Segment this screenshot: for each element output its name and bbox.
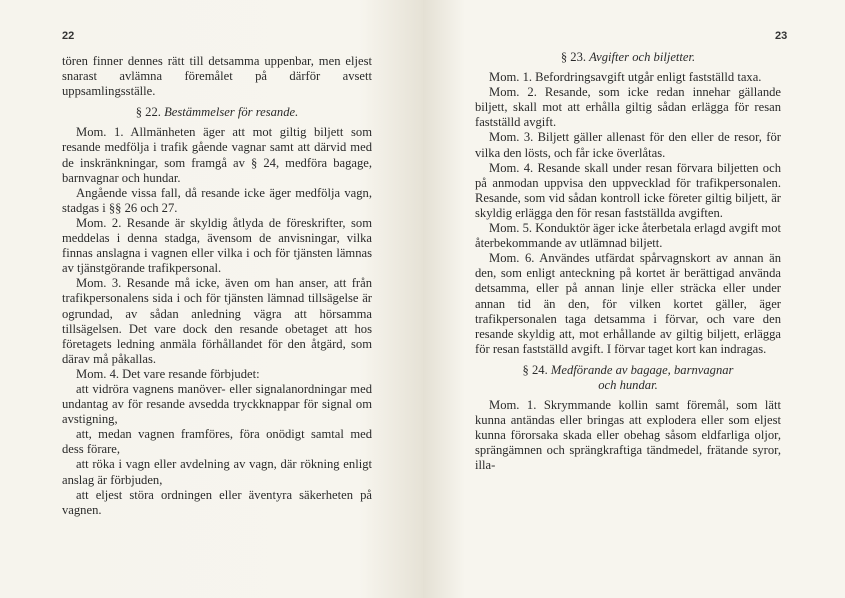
mom4-item: att eljest störa ordningen eller äventyra säkerheten på vagnen. xyxy=(62,487,372,517)
mom4-item: att röka i vagn eller avdelning av vagn, där rökning enligt anslag är förbjuden, xyxy=(62,457,372,487)
section-22-number: § 22. xyxy=(135,105,161,120)
section-23-mom6: Mom. 6. Användes utfärdat spårvagnskort av annan än den, som enligt anteckning på kortet är berättigad använda detsamma, eller på annan linje eller sträcka eller under annan tid än den, för vilken kortet gäller, äger trafikpersonalen taga detsamma i förvar, och vare den resande skyldig att, mot erhållande av giltig biljett, erlägga för resan fastställd avgift. I förvar taget kort kan indragas. xyxy=(475,251,781,356)
section-23-mom1: Mom. 1. Befordringsavgift utgår enligt fastställd taxa. xyxy=(489,70,762,85)
section-22-mom4: Mom. 4. Det vare resande förbjudet: xyxy=(76,366,260,381)
section-23-heading xyxy=(475,50,781,65)
section-23-title: Avgifter och biljetter. xyxy=(589,50,696,64)
section-22-mom3: Mom. 3. Resande må icke, även om han anser, att från trafikpersonalens sida i och för tjänsten lämnad tillsägelse är ogrundad, av sådan anledning vägra att hörsamma tillsägelsen. Det vare dock den resande obetaget att hos företagets ledning anmäla förhållandet för den åtgärd, som därav må påkallas. xyxy=(62,276,372,366)
section-23-number: § 23. xyxy=(560,50,587,64)
section-24-mom1: Mom. 1. Skrymmande kollin samt föremål, som lätt kunna antändas eller bringas att explodera eller som eljest kunna förorsaka skada eller obehag såsom eldfarliga oljor, sprängämnen och sprängkraftiga tändmedel, frätande syror, illa- xyxy=(475,398,781,473)
page-number-right: 23 xyxy=(775,30,788,42)
section-22-mom1: Mom. 1. Allmänheten äger att mot giltig biljett som resande medfölja i trafik gående vagnar samt att därvid med de inskränkningar, som framgå av § 24, medföra bagage, barnvagnar och hundar. xyxy=(62,125,372,185)
mom4-item: att, medan vagnen framföres, föra onödigt samtal med dess förare, xyxy=(62,427,372,457)
section-23-mom2: Mom. 2. Resande, som icke redan innehar gällande biljett, skall mot att erhålla giltig sådan erlägga för resan fastställd avgift. xyxy=(475,85,781,130)
intro-paragraph: tören finner dennes rätt till detsamma uppenbar, men eljest snarast avlämna föremålet på därför avsett uppsamlingsställe. xyxy=(62,54,372,99)
section-23-mom5: Mom. 5. Konduktör äger icke återbetala erlagd avgift mot återbekommande av utlämnad biljett. xyxy=(475,221,781,251)
mom4-item: att vidröra vagnens manöver- eller signalanordningar med undantag av för resande avsedda tryckknappar för signal om avstigning, xyxy=(62,381,372,427)
left-page-text xyxy=(62,54,372,518)
section-22-mom1-note: Angående vissa fall, då resande icke äger medfölja vagn, stadgas i §§ 26 och 27. xyxy=(62,185,372,215)
section-22-title: Bestämmelser för resande. xyxy=(164,105,299,120)
section-22-heading xyxy=(62,105,372,120)
section-23-mom4: Mom. 4. Resande skall under resan förvara biljetten och på anmodan uppvisa den uppvecklad för trafikpersonalen. Resande, som vid sådan kontroll icke företer giltig biljett, är skyldig erlägga den för resan fastställda avgiften. xyxy=(475,160,781,220)
right-page xyxy=(423,0,845,598)
right-page-text xyxy=(475,50,781,474)
section-24-title-line1: Medförande av bagage, barnvagnar xyxy=(550,362,734,377)
section-24-heading xyxy=(475,363,781,393)
section-23-mom3: Mom. 3. Biljett gäller allenast för den eller de resor, för vilka den lösts, och får icke överlåtas. xyxy=(475,130,781,160)
page-number-left: 22 xyxy=(62,30,75,42)
section-24-number: § 24. xyxy=(522,362,548,377)
section-22-mom2: Mom. 2. Resande är skyldig åtlyda de föreskrifter, som meddelas i denna stadga, ävensom de anvisningar, vilka finnas anslagna i vagnen eller vilka i och för tjänsten lämnas av tjänstgörande trafikpersonal. xyxy=(62,215,372,276)
section-24-title-line2: och hundar. xyxy=(598,377,658,392)
